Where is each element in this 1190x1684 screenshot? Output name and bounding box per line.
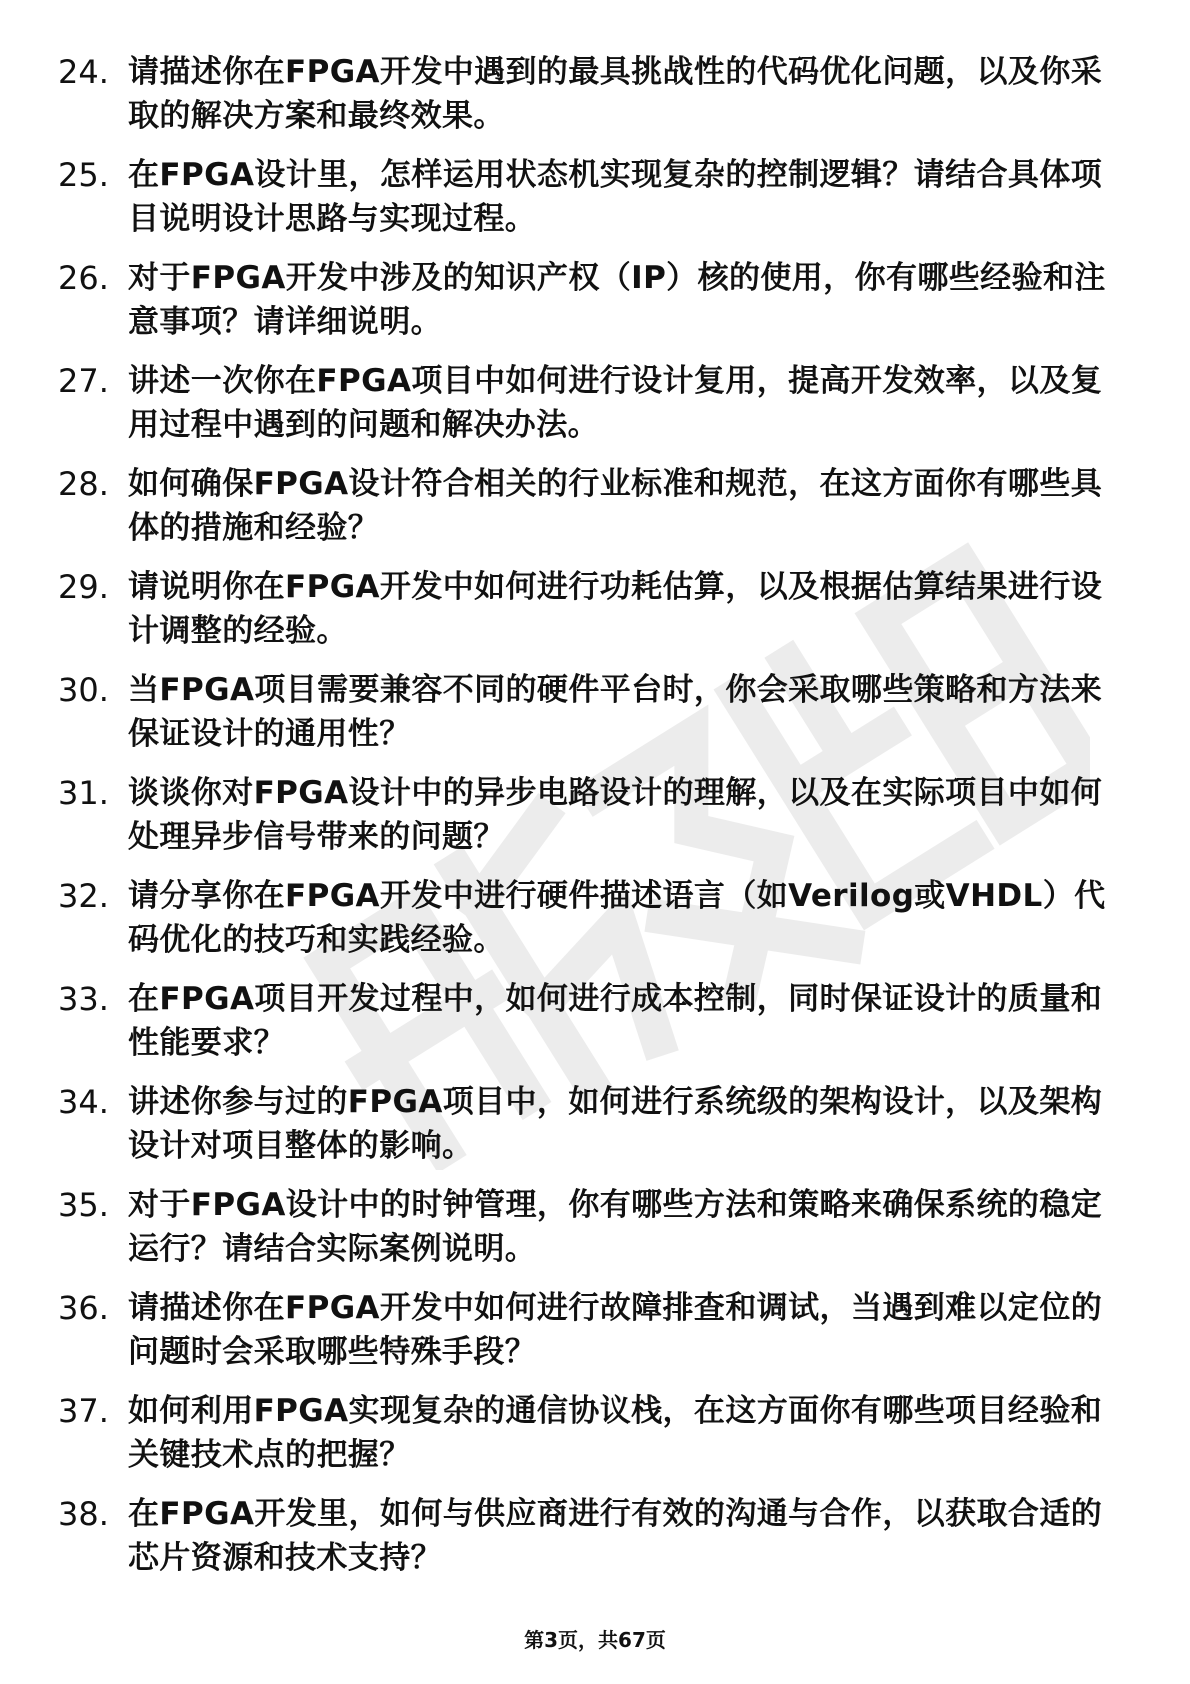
question-number: 32.	[58, 877, 109, 915]
question-item	[58, 50, 1108, 153]
question-text: 讲述你参与过的FPGA项目中，如何进行系统级的架构设计，以及架构设计对项目整体的影响。	[128, 1084, 1103, 1164]
question-text: 谈谈你对FPGA设计中的异步电路设计的理解，以及在实际项目中如何处理异步信号带来的问题？	[128, 775, 1103, 855]
question-number: 31.	[58, 774, 109, 812]
question-number: 26.	[58, 259, 109, 297]
question-text: 如何确保FPGA设计符合相关的行业标准和规范，在这方面你有哪些具体的措施和经验？	[128, 466, 1103, 546]
question-number: 29.	[58, 568, 109, 606]
question-number: 33.	[58, 980, 109, 1018]
question-text: 当FPGA项目需要兼容不同的硬件平台时，你会采取哪些策略和方法来保证设计的通用性？	[128, 672, 1103, 752]
question-text: 在FPGA设计里，怎样运用状态机实现复杂的控制逻辑？请结合具体项目说明设计思路与实现过程。	[128, 157, 1103, 237]
question-text: 请说明你在FPGA开发中如何进行功耗估算，以及根据估算结果进行设计调整的经验。	[128, 569, 1103, 649]
question-item	[58, 565, 1108, 668]
question-text: 对于FPGA设计中的时钟管理，你有哪些方法和策略来确保系统的稳定运行？请结合实际案例说明。	[128, 1187, 1103, 1267]
question-item	[58, 668, 1108, 771]
question-text: 在FPGA开发里，如何与供应商进行有效的沟通与合作，以获取合适的芯片资源和技术支持？	[128, 1496, 1103, 1576]
question-item	[58, 771, 1108, 874]
question-text: 对于FPGA开发中涉及的知识产权（IP）核的使用，你有哪些经验和注意事项？请详细说明。	[128, 260, 1106, 340]
question-item	[58, 1183, 1108, 1286]
question-item	[58, 1492, 1108, 1595]
question-item	[58, 1286, 1108, 1389]
question-number: 27.	[58, 362, 109, 400]
question-item	[58, 359, 1108, 462]
question-number: 38.	[58, 1495, 109, 1533]
question-number: 35.	[58, 1186, 109, 1224]
question-item	[58, 256, 1108, 359]
question-text: 请分享你在FPGA开发中进行硬件描述语言（如Verilog或VHDL）代码优化的技巧和实践经验。	[128, 878, 1106, 958]
question-number: 36.	[58, 1289, 109, 1327]
question-text: 讲述一次你在FPGA项目中如何进行设计复用，提高开发效率，以及复用过程中遇到的问题和解决办法。	[128, 363, 1103, 443]
page-number: 第3页，共67页	[524, 1628, 666, 1652]
question-number: 30.	[58, 671, 109, 709]
question-item	[58, 1389, 1108, 1492]
question-number: 25.	[58, 156, 109, 194]
question-item	[58, 462, 1108, 565]
question-number: 28.	[58, 465, 109, 503]
question-text: 请描述你在FPGA开发中遇到的最具挑战性的代码优化问题，以及你采取的解决方案和最终效果。	[128, 54, 1103, 134]
question-text: 如何利用FPGA实现复杂的通信协议栈，在这方面你有哪些项目经验和关键技术点的把握？	[128, 1393, 1103, 1473]
question-number: 34.	[58, 1083, 109, 1121]
question-item	[58, 1080, 1108, 1183]
question-list	[58, 50, 1108, 1595]
question-number: 37.	[58, 1392, 109, 1430]
question-text: 在FPGA项目开发过程中，如何进行成本控制，同时保证设计的质量和性能要求？	[128, 981, 1103, 1061]
question-item	[58, 153, 1108, 256]
question-item	[58, 874, 1108, 977]
question-number: 24.	[58, 53, 109, 91]
question-text: 请描述你在FPGA开发中如何进行故障排查和调试，当遇到难以定位的问题时会采取哪些特殊手段？	[128, 1290, 1103, 1370]
question-item	[58, 977, 1108, 1080]
